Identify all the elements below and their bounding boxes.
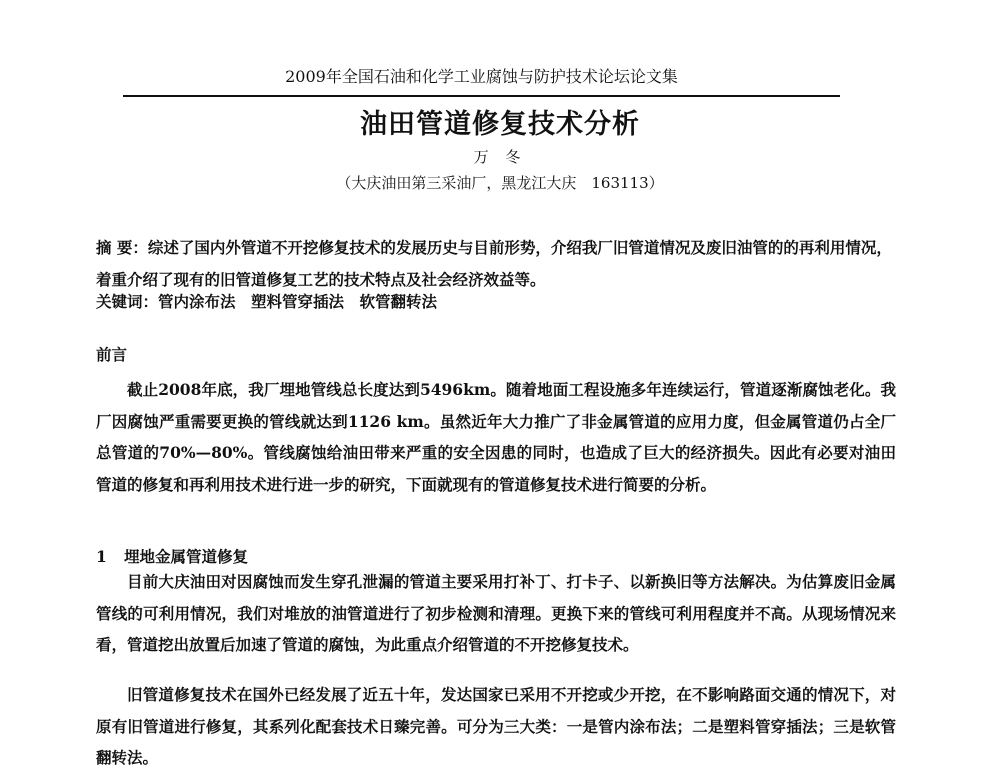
keywords [96, 286, 896, 318]
abstract-label: 摘 要： [96, 238, 148, 257]
keywords-text: 管内涂布法 塑料管穿插法 软管翻转法 [158, 292, 438, 311]
preface-paragraph: 截止2008年底，我厂埋地管线总长度达到5496km。随着地面工程设施多年连续运行，管道逐渐腐蚀老化。我厂因腐蚀严重需要更换的管线就达到1126 km。虽然近年大力推广了非金属管道的应用力度，但金属管道仍占全厂总管道的70%—80%。管线腐蚀给油田带来严重的安全因患的同时，也造成了巨大的经济损失。因此有必要对油田管道的修复和再利用技术进行进一步的研究，下面就现有的管道修复技术进行简要的分析。 [96, 380, 896, 494]
paper-title: 油田管道修复技术分析 [360, 109, 640, 140]
section-heading-text: 埋地金属管道修复 [124, 547, 249, 566]
section1-paragraph-1: 目前大庆油田对因腐蚀而发生穿孔泄漏的管道主要采用打补丁、打卡子、以新换旧等方法解决。为估算废旧金属管线的可利用情况，我们对堆放的油管道进行了初步检测和清理。更换下来的管线可利用程度并不高。从现场情况来看，管道挖出放置后加速了管道的腐蚀，为此重点介绍管道的不开挖修复技术。 [96, 572, 896, 654]
author-affiliation: （大庆油田第三采油厂，黑龙江大庆 163113） [336, 174, 664, 192]
section-heading-preface: 前言 [96, 345, 128, 364]
author-name: 万 冬 [473, 148, 527, 166]
keywords-label: 关键词： [96, 292, 159, 311]
section1-paragraph-2: 旧管道修复技术在国外已经发展了近五十年，发达国家已采用不开挖或少开挖，在不影响路面交通的情况下，对原有旧管道进行修复，其系列化配套技术日臻完善。可分为三大类：一是管内涂布法；二是塑料管穿插法；三是软管翻转法。 [96, 685, 896, 767]
section-number: 1 [96, 547, 107, 566]
running-header: 2009年全国石油和化学工业腐蚀与防护技术论坛论文集 [285, 67, 678, 86]
abstract-text: 综述了国内外管道不开挖修复技术的发展历史与目前形势，介绍我厂旧管道情况及废旧油管的的再利用情况，着重介绍了现有的旧管道修复工艺的技术特点及社会经济效益等。 [96, 238, 892, 289]
header-rule [123, 95, 840, 97]
